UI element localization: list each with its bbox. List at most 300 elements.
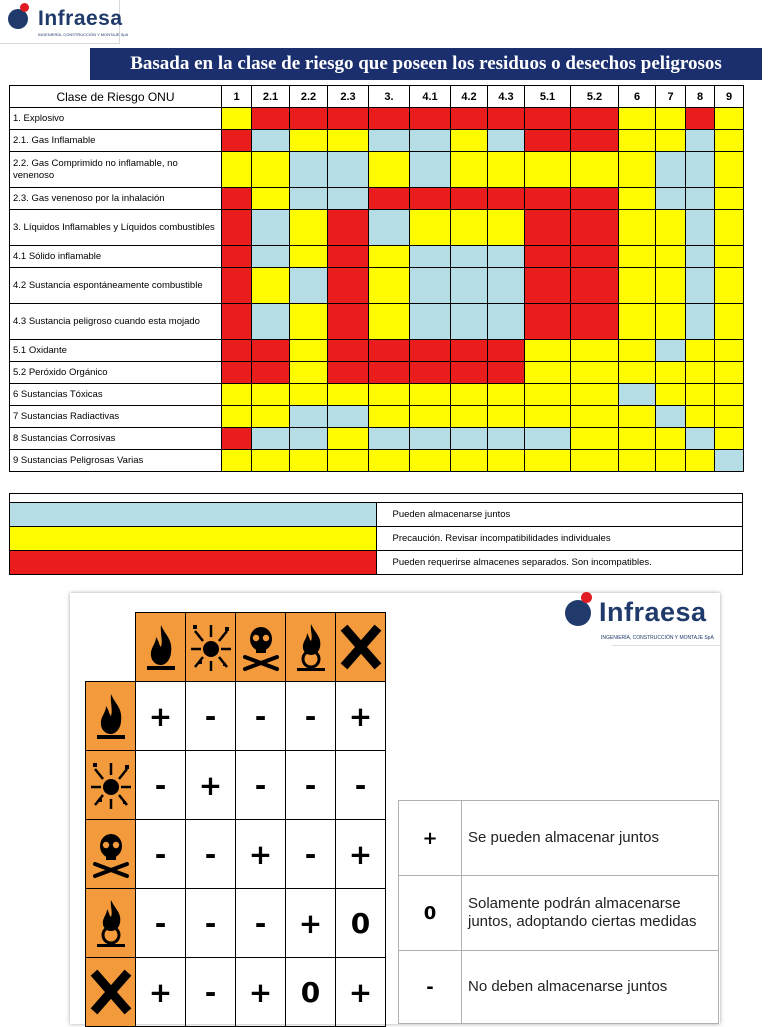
- table-row: [10, 428, 744, 450]
- ghs-cell: -: [136, 889, 186, 958]
- cell-blue: [656, 340, 686, 362]
- cell-red: [525, 108, 571, 130]
- cell-red: [369, 108, 410, 130]
- cell-yellow: [369, 450, 410, 472]
- cell-blue: [252, 130, 290, 152]
- cell-red: [328, 246, 369, 268]
- key-row: [399, 876, 719, 951]
- row-label: 2.3. Gas venenoso por la inhalación: [10, 188, 222, 210]
- cell-blue: [290, 152, 328, 188]
- cell-yellow: [290, 362, 328, 384]
- key-row: [399, 951, 719, 1024]
- cell-yellow: [715, 268, 744, 304]
- cell-red: [571, 246, 619, 268]
- cell-yellow: [451, 130, 488, 152]
- legend-text: Pueden almacenarse juntos: [376, 503, 743, 527]
- cell-yellow: [525, 450, 571, 472]
- cell-yellow: [252, 384, 290, 406]
- row-label: 1. Explosivo: [10, 108, 222, 130]
- legend-swatch: [10, 503, 377, 527]
- table-row: [10, 362, 744, 384]
- cell-red: [686, 108, 715, 130]
- row-label: 2.1. Gas Inflamable: [10, 130, 222, 152]
- legend-text: Pueden requerirse almacenes separados. Son incompatibles.: [376, 551, 743, 575]
- ghs-cell: +: [236, 820, 286, 889]
- ghs-cell: -: [136, 751, 186, 820]
- cell-blue: [451, 246, 488, 268]
- cell-blue: [686, 304, 715, 340]
- cell-yellow: [222, 406, 252, 428]
- flame-over-circle-icon: [286, 613, 336, 682]
- column-header: 2.3: [328, 86, 369, 108]
- logo-wordmark: Infraesa: [599, 597, 707, 627]
- ghs-cell: -: [286, 751, 336, 820]
- cell-yellow: [656, 246, 686, 268]
- table-row: [10, 268, 744, 304]
- cell-yellow: [619, 210, 656, 246]
- skull-crossbones-icon: [86, 820, 136, 889]
- cell-blue: [252, 304, 290, 340]
- cell-yellow: [686, 406, 715, 428]
- table-row: [10, 188, 744, 210]
- table-row: [10, 406, 744, 428]
- legend-row: [10, 551, 743, 575]
- ghs-cell: -: [286, 820, 336, 889]
- cell-yellow: [410, 450, 451, 472]
- cell-blue: [328, 152, 369, 188]
- ghs-cell: +: [136, 958, 186, 1027]
- cell-red: [488, 340, 525, 362]
- cell-yellow: [290, 210, 328, 246]
- column-header: 3.: [369, 86, 410, 108]
- cross-icon: [336, 613, 386, 682]
- cell-yellow: [715, 406, 744, 428]
- row-label: 8 Sustancias Corrosivas: [10, 428, 222, 450]
- cell-yellow: [410, 384, 451, 406]
- cell-red: [290, 108, 328, 130]
- cell-yellow: [290, 304, 328, 340]
- ghs-cell: +: [286, 889, 336, 958]
- row-label: 3. Líquidos Inflamables y Líquidos combustibles: [10, 210, 222, 246]
- logo-mark-icon: [8, 3, 34, 29]
- cell-blue: [410, 130, 451, 152]
- cell-yellow: [715, 384, 744, 406]
- flame-icon: [86, 682, 136, 751]
- cell-blue: [290, 428, 328, 450]
- cell-yellow: [715, 210, 744, 246]
- cell-red: [571, 268, 619, 304]
- key-symbol: 0: [399, 876, 462, 951]
- flame-icon: [136, 613, 186, 682]
- ghs-cell: -: [336, 751, 386, 820]
- cell-blue: [656, 152, 686, 188]
- table-row: [10, 340, 744, 362]
- ghs-row: [86, 958, 386, 1027]
- cell-yellow: [252, 188, 290, 210]
- cell-red: [410, 188, 451, 210]
- cell-yellow: [715, 340, 744, 362]
- cell-red: [222, 246, 252, 268]
- row-label: 5.1 Oxidante: [10, 340, 222, 362]
- cell-yellow: [525, 152, 571, 188]
- cell-red: [222, 210, 252, 246]
- cell-yellow: [656, 304, 686, 340]
- cell-blue: [252, 210, 290, 246]
- cell-yellow: [290, 450, 328, 472]
- cell-yellow: [451, 384, 488, 406]
- ghs-row: [86, 751, 386, 820]
- cell-yellow: [222, 108, 252, 130]
- cell-yellow: [252, 406, 290, 428]
- ghs-compatibility-matrix: [85, 612, 386, 1027]
- cell-yellow: [619, 304, 656, 340]
- legend-row: [10, 527, 743, 551]
- cell-yellow: [715, 428, 744, 450]
- cell-yellow: [715, 246, 744, 268]
- logo-tagline: INGENIERÍA, CONSTRUCCIÓN Y MONTAJE SpA: [601, 635, 714, 641]
- cell-yellow: [571, 406, 619, 428]
- ghs-cell: -: [186, 958, 236, 1027]
- compatibility-table: [9, 85, 744, 472]
- legend-spacer: [10, 494, 743, 503]
- cell-red: [328, 210, 369, 246]
- column-header: 6: [619, 86, 656, 108]
- row-label: 7 Sustancias Radiactivas: [10, 406, 222, 428]
- row-label: 4.1 Sólido inflamable: [10, 246, 222, 268]
- cell-red: [222, 304, 252, 340]
- cell-yellow: [369, 152, 410, 188]
- cell-yellow: [488, 406, 525, 428]
- cell-yellow: [451, 152, 488, 188]
- cell-blue: [488, 428, 525, 450]
- table-row: [10, 130, 744, 152]
- exploding-bomb-icon: [186, 613, 236, 682]
- cell-yellow: [328, 130, 369, 152]
- flame-over-circle-icon: [86, 889, 136, 958]
- cell-blue: [715, 450, 744, 472]
- cell-yellow: [290, 246, 328, 268]
- cell-yellow: [619, 428, 656, 450]
- cell-yellow: [715, 152, 744, 188]
- cell-red: [410, 362, 451, 384]
- ghs-cell: -: [236, 751, 286, 820]
- cell-yellow: [619, 246, 656, 268]
- cell-yellow: [488, 210, 525, 246]
- cell-blue: [328, 406, 369, 428]
- cell-blue: [686, 428, 715, 450]
- cell-blue: [290, 268, 328, 304]
- cell-yellow: [369, 384, 410, 406]
- logo-underline: [612, 645, 722, 646]
- cell-yellow: [619, 268, 656, 304]
- cell-yellow: [656, 450, 686, 472]
- cell-yellow: [369, 304, 410, 340]
- cell-blue: [686, 268, 715, 304]
- cell-red: [410, 108, 451, 130]
- cell-red: [328, 340, 369, 362]
- cell-yellow: [715, 188, 744, 210]
- cell-red: [451, 188, 488, 210]
- ghs-row: [86, 889, 386, 958]
- row-label: 4.3 Sustancia peligroso cuando esta mojado: [10, 304, 222, 340]
- cell-blue: [410, 246, 451, 268]
- cell-red: [488, 188, 525, 210]
- ghs-corner: [86, 613, 136, 682]
- ghs-cell: +: [336, 958, 386, 1027]
- ghs-key-table: [398, 800, 719, 1024]
- cell-yellow: [571, 340, 619, 362]
- cell-yellow: [328, 428, 369, 450]
- cell-yellow: [410, 406, 451, 428]
- key-symbol: -: [399, 951, 462, 1024]
- skull-crossbones-icon: [236, 613, 286, 682]
- cell-yellow: [525, 362, 571, 384]
- cell-blue: [451, 268, 488, 304]
- column-header: 9: [715, 86, 744, 108]
- cell-yellow: [619, 450, 656, 472]
- cell-yellow: [656, 130, 686, 152]
- cell-red: [571, 210, 619, 246]
- cell-yellow: [369, 406, 410, 428]
- cell-yellow: [619, 362, 656, 384]
- cell-yellow: [715, 108, 744, 130]
- cell-red: [252, 108, 290, 130]
- cell-yellow: [525, 406, 571, 428]
- cell-yellow: [252, 268, 290, 304]
- row-label: 9 Sustancias Peligrosas Varias: [10, 450, 222, 472]
- legend-table: [9, 493, 743, 575]
- key-description: No deben almacenarse juntos: [462, 951, 719, 1024]
- ghs-cell: +: [236, 958, 286, 1027]
- key-row: [399, 801, 719, 876]
- ghs-cell: -: [186, 889, 236, 958]
- cell-blue: [488, 130, 525, 152]
- row-label: 5.2 Peróxido Orgánico: [10, 362, 222, 384]
- cell-yellow: [369, 268, 410, 304]
- ghs-cell: -: [286, 682, 336, 751]
- cell-yellow: [222, 450, 252, 472]
- cell-blue: [328, 188, 369, 210]
- column-header: 8: [686, 86, 715, 108]
- key-description: Se pueden almacenar juntos: [462, 801, 719, 876]
- cell-yellow: [290, 130, 328, 152]
- cell-blue: [525, 428, 571, 450]
- cell-yellow: [571, 384, 619, 406]
- column-header: 5.2: [571, 86, 619, 108]
- cell-red: [525, 246, 571, 268]
- ghs-row: [86, 820, 386, 889]
- table-row: [10, 246, 744, 268]
- legend-row: [10, 503, 743, 527]
- cell-blue: [656, 406, 686, 428]
- logo-wordmark: Infraesa: [38, 7, 123, 30]
- cell-yellow: [410, 210, 451, 246]
- column-header: 4.1: [410, 86, 451, 108]
- cell-yellow: [686, 340, 715, 362]
- cell-yellow: [252, 152, 290, 188]
- cell-red: [488, 108, 525, 130]
- cell-blue: [451, 304, 488, 340]
- cell-blue: [252, 428, 290, 450]
- infraesa-logo: [8, 3, 129, 37]
- legend-text: Precaución. Revisar incompatibilidades individuales: [376, 527, 743, 551]
- column-header: 1: [222, 86, 252, 108]
- cell-yellow: [222, 152, 252, 188]
- cell-yellow: [571, 450, 619, 472]
- cell-yellow: [619, 188, 656, 210]
- key-symbol: +: [399, 801, 462, 876]
- cell-blue: [686, 152, 715, 188]
- cell-red: [525, 210, 571, 246]
- ghs-cell: +: [336, 682, 386, 751]
- ghs-cell: 0: [336, 889, 386, 958]
- cell-red: [525, 188, 571, 210]
- cell-yellow: [715, 362, 744, 384]
- cell-blue: [488, 268, 525, 304]
- cell-yellow: [222, 384, 252, 406]
- cell-blue: [290, 406, 328, 428]
- table-header-row: [10, 86, 744, 108]
- cell-yellow: [488, 450, 525, 472]
- cell-yellow: [252, 450, 290, 472]
- ghs-cell: +: [336, 820, 386, 889]
- cell-yellow: [290, 384, 328, 406]
- cell-red: [525, 268, 571, 304]
- cell-red: [488, 362, 525, 384]
- cell-blue: [252, 246, 290, 268]
- cell-yellow: [686, 450, 715, 472]
- cell-blue: [656, 188, 686, 210]
- cell-blue: [410, 304, 451, 340]
- cell-blue: [488, 246, 525, 268]
- ghs-cell: -: [236, 889, 286, 958]
- cell-red: [525, 130, 571, 152]
- cell-red: [369, 188, 410, 210]
- cell-red: [328, 362, 369, 384]
- cell-red: [222, 188, 252, 210]
- legend-swatch: [10, 551, 377, 575]
- cell-red: [222, 268, 252, 304]
- cell-yellow: [656, 384, 686, 406]
- cell-blue: [686, 130, 715, 152]
- cell-yellow: [488, 384, 525, 406]
- cell-blue: [619, 384, 656, 406]
- cell-blue: [686, 188, 715, 210]
- ghs-cell: -: [186, 682, 236, 751]
- cell-red: [222, 362, 252, 384]
- cell-red: [328, 268, 369, 304]
- ghs-cell: +: [186, 751, 236, 820]
- cell-red: [369, 340, 410, 362]
- cell-yellow: [686, 384, 715, 406]
- cell-yellow: [656, 268, 686, 304]
- table-row: [10, 152, 744, 188]
- cell-yellow: [571, 428, 619, 450]
- cell-yellow: [619, 152, 656, 188]
- cell-red: [571, 188, 619, 210]
- cell-yellow: [451, 406, 488, 428]
- column-header: 4.2: [451, 86, 488, 108]
- cell-yellow: [525, 340, 571, 362]
- corner-header: Clase de Riesgo ONU: [10, 86, 222, 108]
- cell-red: [451, 362, 488, 384]
- cell-yellow: [656, 428, 686, 450]
- row-label: 4.2 Sustancia espontáneamente combustible: [10, 268, 222, 304]
- cell-yellow: [656, 210, 686, 246]
- cell-blue: [686, 246, 715, 268]
- ghs-cell: +: [136, 682, 186, 751]
- cell-blue: [410, 268, 451, 304]
- cell-yellow: [715, 304, 744, 340]
- cell-red: [571, 304, 619, 340]
- cell-red: [252, 340, 290, 362]
- cell-yellow: [328, 450, 369, 472]
- page-title-banner: Basada en la clase de riesgo que poseen los residuos o desechos peligrosos: [90, 48, 762, 80]
- cell-blue: [410, 152, 451, 188]
- cell-yellow: [656, 362, 686, 384]
- cell-blue: [686, 210, 715, 246]
- cell-red: [252, 362, 290, 384]
- ghs-cell: -: [186, 820, 236, 889]
- column-header: 7: [656, 86, 686, 108]
- cell-yellow: [488, 152, 525, 188]
- table-row: [10, 450, 744, 472]
- cell-yellow: [686, 362, 715, 384]
- ghs-row: [86, 682, 386, 751]
- cell-blue: [488, 304, 525, 340]
- cell-red: [571, 108, 619, 130]
- cell-yellow: [715, 130, 744, 152]
- cell-yellow: [619, 108, 656, 130]
- cell-blue: [369, 428, 410, 450]
- cell-yellow: [656, 108, 686, 130]
- cell-red: [410, 340, 451, 362]
- cell-yellow: [328, 384, 369, 406]
- cell-yellow: [571, 362, 619, 384]
- ghs-cell: -: [136, 820, 186, 889]
- cross-icon: [86, 958, 136, 1027]
- table-row: [10, 384, 744, 406]
- cell-yellow: [451, 210, 488, 246]
- cell-red: [571, 130, 619, 152]
- cell-blue: [410, 428, 451, 450]
- cell-yellow: [525, 384, 571, 406]
- row-label: 2.2. Gas Comprimido no inflamable, no venenoso: [10, 152, 222, 188]
- exploding-bomb-icon: [86, 751, 136, 820]
- cell-red: [451, 340, 488, 362]
- cell-blue: [369, 210, 410, 246]
- cell-yellow: [369, 246, 410, 268]
- table-row: [10, 210, 744, 246]
- cell-yellow: [619, 130, 656, 152]
- ghs-header-row: [86, 613, 386, 682]
- cell-red: [525, 304, 571, 340]
- ghs-cell: 0: [286, 958, 336, 1027]
- column-header: 2.1: [252, 86, 290, 108]
- cell-yellow: [571, 152, 619, 188]
- legend-swatch: [10, 527, 377, 551]
- cell-red: [328, 108, 369, 130]
- cell-yellow: [451, 450, 488, 472]
- logo-tagline: INGENIERÍA, CONSTRUCCIÓN Y MONTAJE SpA: [38, 32, 129, 37]
- cell-blue: [369, 130, 410, 152]
- key-description: Solamente podrán almacenarse juntos, adoptando ciertas medidas: [462, 876, 719, 951]
- cell-red: [369, 362, 410, 384]
- column-header: 2.2: [290, 86, 328, 108]
- table-row: [10, 108, 744, 130]
- column-header: 4.3: [488, 86, 525, 108]
- cell-red: [328, 304, 369, 340]
